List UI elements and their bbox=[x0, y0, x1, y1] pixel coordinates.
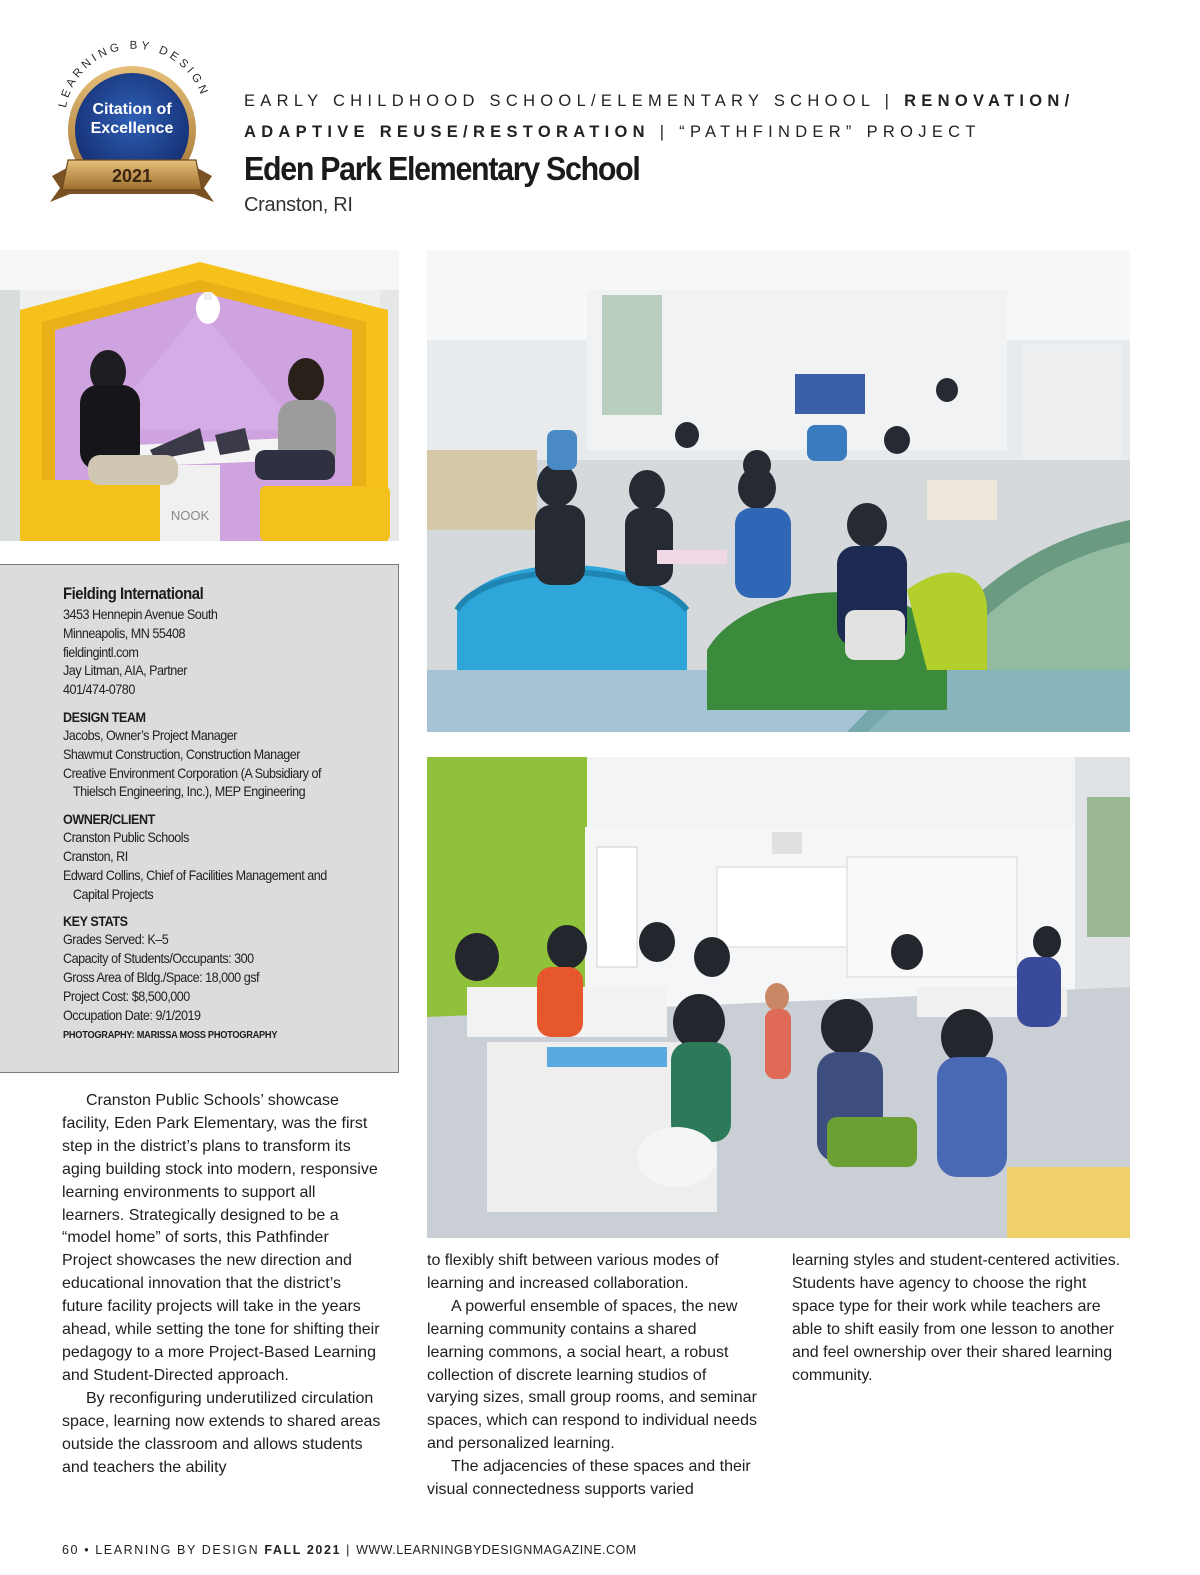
design-team-line: Shawmut Construction, Construction Manager bbox=[63, 745, 300, 762]
body-paragraph: Cranston Public Schools’ showcase facility, Eden Park Elementary, was the first step in the district’s plans to transform its aging building stock into modern, responsive learning environments to support all learners. Strategically designed to be a “model home” of sorts, this Pathfinder Project showcases the new direction and educational innovation that the district’s future facility projects will take in the years ahead, while setting the tone for shifting their pedagogy to a more Project-Based Learning and Student-Directed approach. bbox=[62, 1092, 380, 1384]
badge-line1: Citation of bbox=[92, 101, 172, 118]
category-line2-bold: ADAPTIVE REUSE/RESTORATION bbox=[244, 123, 650, 141]
owner-line: Edward Collins, Chief of Facilities Management and bbox=[63, 866, 327, 883]
stat-line: Gross Area of Bldg./Space: 18,000 gsf bbox=[63, 968, 260, 985]
firm-name: Fielding International bbox=[63, 585, 204, 603]
body-column-2 bbox=[427, 1250, 757, 1502]
category-line2: | “PATHFINDER” PROJECT bbox=[649, 123, 981, 141]
body-paragraph: The adjacencies of these spaces and their visual connectedness supports varied bbox=[427, 1458, 751, 1499]
project-location: Cranston, RI bbox=[244, 194, 353, 216]
firm-line: 401/474-0780 bbox=[63, 681, 135, 698]
stat-line: Occupation Date: 9/1/2019 bbox=[63, 1006, 201, 1023]
design-team-line: Creative Environment Corporation (A Subsidiary of bbox=[63, 764, 321, 781]
learning-studio-photo bbox=[427, 757, 1130, 1238]
page-title: Eden Park Elementary School bbox=[244, 150, 640, 187]
stat-line: Capacity of Students/Occupants: 300 bbox=[63, 950, 254, 967]
owner-line: Cranston Public Schools bbox=[63, 829, 189, 846]
owner-line: Cranston, RI bbox=[63, 847, 128, 864]
photo-credit: PHOTOGRAPHY: MARISSA MOSS PHOTOGRAPHY bbox=[63, 1029, 278, 1042]
project-category bbox=[244, 86, 1164, 148]
body-paragraph: By reconfiguring underutilized circulation space, learning now extends to shared areas outside the classroom and allows students and teachers the ability bbox=[62, 1389, 381, 1476]
magazine-name: LEARNING BY DESIGN bbox=[95, 1543, 260, 1557]
firm-line: 3453 Hennepin Avenue South bbox=[63, 606, 218, 622]
citation-of-excellence-badge bbox=[44, 36, 224, 216]
design-team-line: Jacobs, Owner’s Project Manager bbox=[63, 726, 237, 743]
design-team-line: Thielsch Engineering, Inc.), MEP Engineering bbox=[72, 783, 306, 800]
owner-heading: OWNER/CLIENT bbox=[63, 811, 155, 828]
footer-separator: | bbox=[346, 1543, 351, 1557]
stat-line: Grades Served: K–5 bbox=[63, 931, 169, 948]
body-paragraph: learning styles and student-centered activities. Students have agency to choose the right space type for their work while teachers are able to shift easily from one lesson to another and feel ownership over their shared learning community. bbox=[792, 1252, 1121, 1384]
nook-photo bbox=[0, 250, 399, 541]
category-line1-bold: RENOVATION/ bbox=[904, 92, 1075, 110]
badge-year: 2021 bbox=[111, 166, 153, 186]
nook-sign: NOOK bbox=[170, 508, 210, 523]
footer-bullet: • bbox=[84, 1543, 91, 1557]
magazine-url: WWW.LEARNINGBYDESIGNMAGAZINE.COM bbox=[356, 1543, 637, 1557]
firm-line: Minneapolis, MN 55408 bbox=[63, 624, 185, 641]
body-paragraph: A powerful ensemble of spaces, the new learning community contains a shared learning commons, a social heart, a robust collection of discrete learning studios of varying sizes, small group rooms, and seminar spaces, which can respond to individual needs and personalized learning. bbox=[427, 1297, 757, 1453]
body-column-3 bbox=[792, 1250, 1132, 1387]
badge-line2: Excellence bbox=[90, 120, 174, 137]
stat-line: Project Cost: $8,500,000 bbox=[63, 987, 190, 1004]
firm-line: Jay Litman, AIA, Partner bbox=[63, 662, 187, 679]
key-stats-heading: KEY STATS bbox=[63, 913, 128, 930]
body-paragraph: to flexibly shift between various modes of learning and increased collaboration. bbox=[427, 1252, 719, 1292]
learning-commons-photo bbox=[427, 250, 1130, 732]
project-info-box bbox=[0, 564, 399, 1073]
page-number: 60 bbox=[62, 1543, 80, 1557]
category-line1: EARLY CHILDHOOD SCHOOL/ELEMENTARY SCHOOL | bbox=[244, 92, 905, 110]
body-column-1 bbox=[62, 1090, 382, 1479]
issue-label: FALL 2021 bbox=[264, 1543, 342, 1557]
firm-line: fieldingintl.com bbox=[63, 643, 139, 660]
badge-arc-text: LEARNING BY DESIGN bbox=[57, 39, 211, 109]
owner-line: Capital Projects bbox=[72, 885, 154, 902]
page-footer bbox=[62, 1543, 637, 1557]
design-team-heading: DESIGN TEAM bbox=[63, 708, 146, 725]
